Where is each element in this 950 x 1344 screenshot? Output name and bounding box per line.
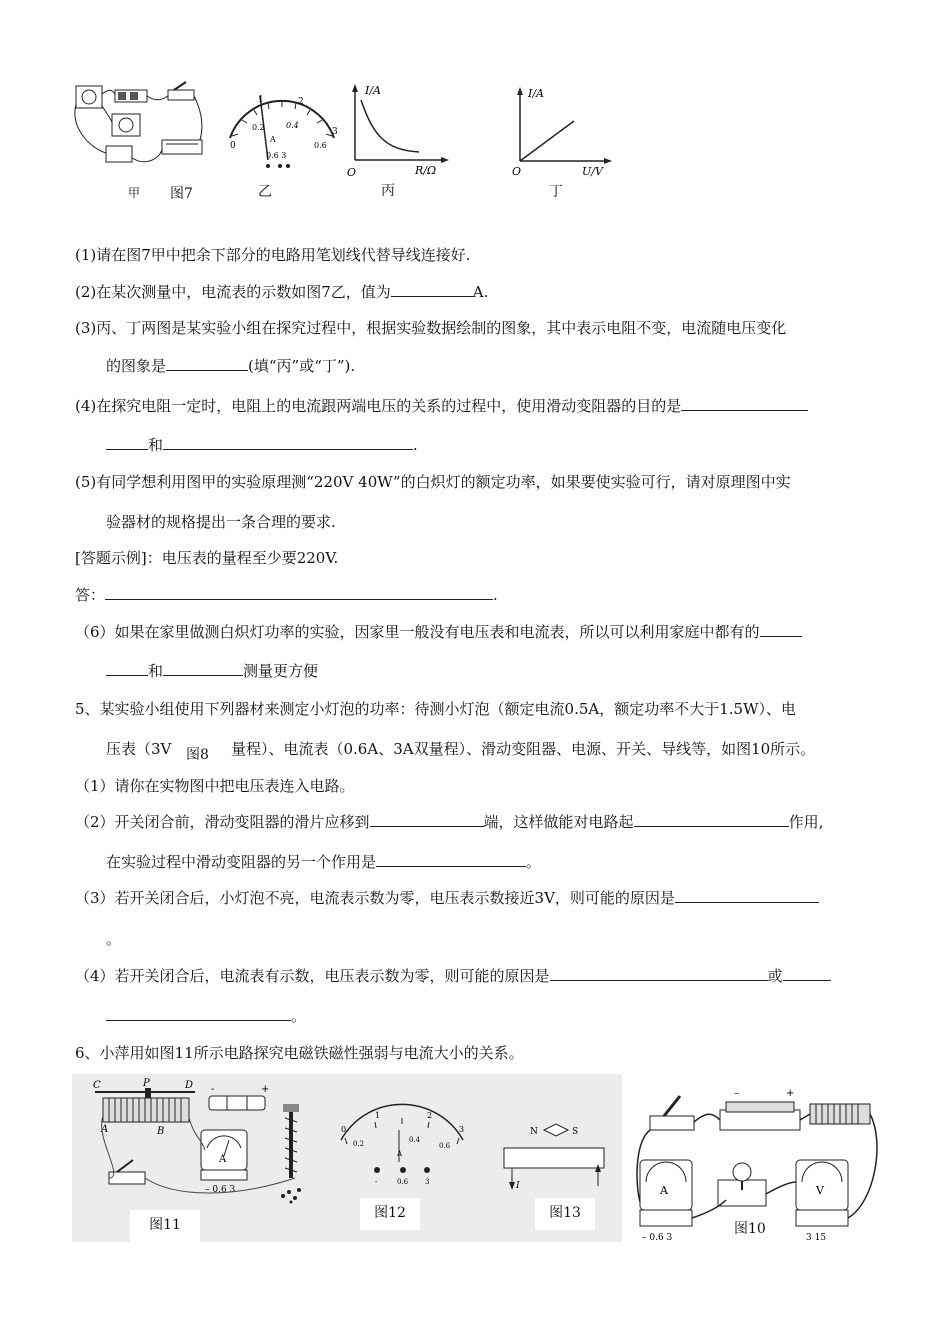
q5-part2-blank3[interactable]	[376, 852, 526, 867]
fig13-n: N	[530, 1127, 538, 1137]
fig12-ammeter-dial	[335, 1110, 470, 1190]
q6-intro: 6、小萍用如图11所示电路探究电磁铁磁性强弱与电流大小的关系。	[75, 1044, 524, 1062]
q4-part5-line2: 验器材的规格提出一条合理的要求.	[106, 513, 336, 531]
q4-part4-blank1[interactable]	[681, 396, 808, 411]
q4-part6-text: （6）如果在家里做测白炽灯功率的实验，因家里一般没有电压表和电流表，所以可以利用家庭中都有的	[75, 623, 760, 641]
coil-label-d: D	[185, 1080, 194, 1091]
q4-part3-line2	[106, 356, 355, 376]
q5-part2-text: （2）开关闭合前，滑动变阻器的滑片应移到	[75, 813, 370, 831]
q4-part4-end: .	[413, 436, 418, 454]
q5-fig8-label: 图8	[186, 747, 209, 763]
fig10-voltmeter-unit: V	[816, 1184, 824, 1197]
q5-intro-line2-b: 量程）、电流表（0.6A、3A双量程）、滑动变阻器、电源、开关、导线等，如图10所示。	[231, 740, 816, 758]
q5-part2-line2	[106, 852, 541, 872]
bing-ylabel: I/A	[365, 84, 381, 97]
q5-part3-line2: 。	[106, 930, 122, 948]
q4-part4-and: 和	[148, 436, 164, 454]
fig13-s: S	[572, 1127, 579, 1137]
q4-part6-and: 和	[148, 662, 164, 680]
q4-part6-end: 测量更方便	[243, 662, 319, 680]
yi-tick-1: 1	[258, 95, 264, 105]
fig10-voltmeter-terminals: 3 15	[806, 1233, 827, 1243]
q4-example: [答题示例]：电压表的量程至少要220V.	[75, 549, 339, 567]
q4-part6-line2	[106, 661, 318, 681]
fig7-ammeter-yi	[222, 90, 342, 185]
yi-unit: A	[270, 135, 276, 144]
q4-part3-blank[interactable]	[166, 356, 248, 371]
q4-part6-blank2[interactable]	[106, 661, 148, 676]
q4-part4-line2	[106, 435, 418, 455]
svg-text:+: +	[261, 1084, 270, 1095]
yi-tick-3: 3	[332, 127, 338, 137]
fig12-tick-2: 2	[427, 1111, 433, 1120]
fig12-caption: 图12	[360, 1198, 420, 1230]
yi-terminals: 0.6 3	[266, 151, 287, 160]
q5-intro-line2-a: 压表（3V	[106, 740, 172, 758]
q5-part4-or: 或	[767, 967, 783, 985]
yi-small-04: 0.4	[286, 121, 299, 130]
q4-part4-blank2[interactable]	[106, 435, 148, 450]
q5-part4-text: （4）若开关闭合后，电流表有示数，电压表示数为零，则可能的原因是	[75, 967, 550, 985]
q4-answer-line	[75, 585, 498, 605]
q5-part4-blank3[interactable]	[106, 1006, 291, 1021]
fig7-yi-caption: 乙	[258, 184, 272, 200]
svg-text:-: -	[211, 1084, 215, 1095]
coil-label-a: A	[101, 1124, 109, 1135]
yi-tick-2: 2	[298, 97, 304, 107]
fig13-caption: 图13	[535, 1198, 595, 1230]
q5-part2-end: 作用,	[788, 813, 824, 831]
yi-tick-0: 0	[230, 141, 236, 151]
fig7-bing-caption: 丙	[381, 183, 395, 199]
q4-part6-blank1[interactable]	[760, 622, 802, 637]
fig7-graph-bing	[345, 80, 455, 180]
fig12-small-06: 0.6	[439, 1142, 451, 1150]
fig12-term-neg: -	[375, 1178, 378, 1186]
fig12-tick-1: 1	[375, 1111, 381, 1120]
coil-label-p: P	[143, 1078, 150, 1089]
fig7-graph-ding	[510, 83, 620, 183]
q4-part6-blank3[interactable]	[163, 661, 243, 676]
fig10-ammeter-unit: A	[660, 1184, 668, 1197]
fig11-terminals: – 0.6 3	[205, 1185, 236, 1195]
svg-text:–: –	[734, 1088, 739, 1099]
coil-label-c: C	[93, 1080, 101, 1091]
fig11-electromagnet	[85, 1078, 325, 1208]
q4-part2-text: (2)在某次测量中，电流表的示数如图7乙，值为	[75, 283, 391, 301]
fig12-small-02: 0.2	[353, 1140, 365, 1148]
q4-part1: (1)请在图7甲中把余下部分的电路用笔划线代替导线连接好.	[75, 246, 471, 264]
q5-part4-blank2[interactable]	[783, 966, 831, 981]
fig12-tick-0: 0	[341, 1125, 347, 1134]
q5-intro-line1: 5、某实验小组使用下列器材来测定小灯泡的功率：待测小灯泡（额定电流0.5A，额定功率不大于1.5W）、电	[75, 700, 797, 718]
q4-part3-text: 的图象是	[106, 357, 167, 375]
bing-origin: O	[347, 166, 357, 179]
fig7-ding-caption: 丁	[549, 184, 563, 200]
q5-part3-text: （3）若开关闭合后，小灯泡不亮，电流表示数为零，电压表示数接近3V，则可能的原因是	[75, 889, 675, 907]
q4-part2-blank[interactable]	[391, 282, 473, 297]
q5-part4-blank1[interactable]	[550, 966, 768, 981]
q5-part3-blank[interactable]	[675, 888, 819, 903]
q4-part6-line1	[75, 622, 802, 642]
q5-part2-text2: 在实验过程中滑动变阻器的另一个作用是	[106, 853, 377, 871]
fig11-caption: 图11	[130, 1210, 200, 1242]
q5-part4-end: 。	[291, 1007, 307, 1025]
q4-part2	[75, 282, 488, 302]
yi-small-02: 0.2	[252, 123, 265, 132]
fig11-meter-unit: A	[219, 1154, 227, 1165]
fig12-tick-3: 3	[459, 1125, 465, 1134]
q4-part2-unit: A.	[472, 283, 489, 301]
q5-part2-line1	[75, 812, 823, 832]
fig12-small-04: 0.4	[409, 1136, 421, 1144]
fig12-term-06: 0.6	[397, 1178, 409, 1186]
fig13-i: I	[516, 1181, 520, 1191]
fig12-term-3: 3	[425, 1178, 430, 1186]
q5-part2-blank1[interactable]	[370, 812, 484, 827]
svg-text:+: +	[786, 1088, 795, 1099]
q5-part4-line1	[75, 966, 831, 986]
fig7-jia-caption: 甲	[128, 186, 141, 200]
q4-answer-end: .	[493, 586, 498, 604]
q4-part3-hint: (填“丙”或“丁”).	[248, 357, 356, 375]
q4-part4-text: (4)在探究电阻一定时，电阻上的电流跟两端电压的关系的过程中，使用滑动变阻器的目的是	[75, 397, 682, 415]
q5-part1: （1）请你在实物图中把电压表连入电路。	[75, 777, 355, 795]
q4-answer-label: 答：	[75, 586, 106, 604]
ding-origin: O	[512, 165, 522, 178]
q4-part4-blank3[interactable]	[163, 435, 413, 450]
yi-small-06: 0.6	[314, 141, 327, 150]
bing-xlabel: R/Ω	[415, 164, 437, 177]
q5-part2-blank2[interactable]	[634, 812, 789, 827]
q4-part3-line1: (3)丙、丁两图是某实验小组在探究过程中，根据实验数据绘制的图象，其中表示电阻不变，电流随电压变化	[75, 319, 787, 337]
fig7-circuit-jia	[70, 78, 210, 173]
fig10-caption: 图10	[734, 1221, 766, 1237]
q5-part4-line2	[106, 1006, 306, 1026]
fig12-unit: A	[397, 1150, 403, 1158]
q4-answer-blank[interactable]	[105, 585, 493, 600]
fig7-caption: 图7	[170, 186, 193, 202]
q4-part5-line1: (5)有同学想利用图甲的实验原理测“220V 40W”的白炽灯的额定功率，如果要使实验可行，请对原理图中实	[75, 473, 791, 491]
q5-part3-line1	[75, 888, 819, 908]
q5-part2-end2: 。	[526, 853, 542, 871]
q4-part4-line1	[75, 396, 808, 416]
coil-label-b: B	[157, 1126, 165, 1137]
fig10-ammeter-terminals: – 0.6 3	[642, 1233, 673, 1243]
q5-part2-mid: 端，这样做能对电路起	[483, 813, 634, 831]
ding-ylabel: I/A	[528, 87, 544, 100]
ding-xlabel: U/V	[582, 165, 603, 178]
fig13-magnet	[500, 1120, 610, 1195]
